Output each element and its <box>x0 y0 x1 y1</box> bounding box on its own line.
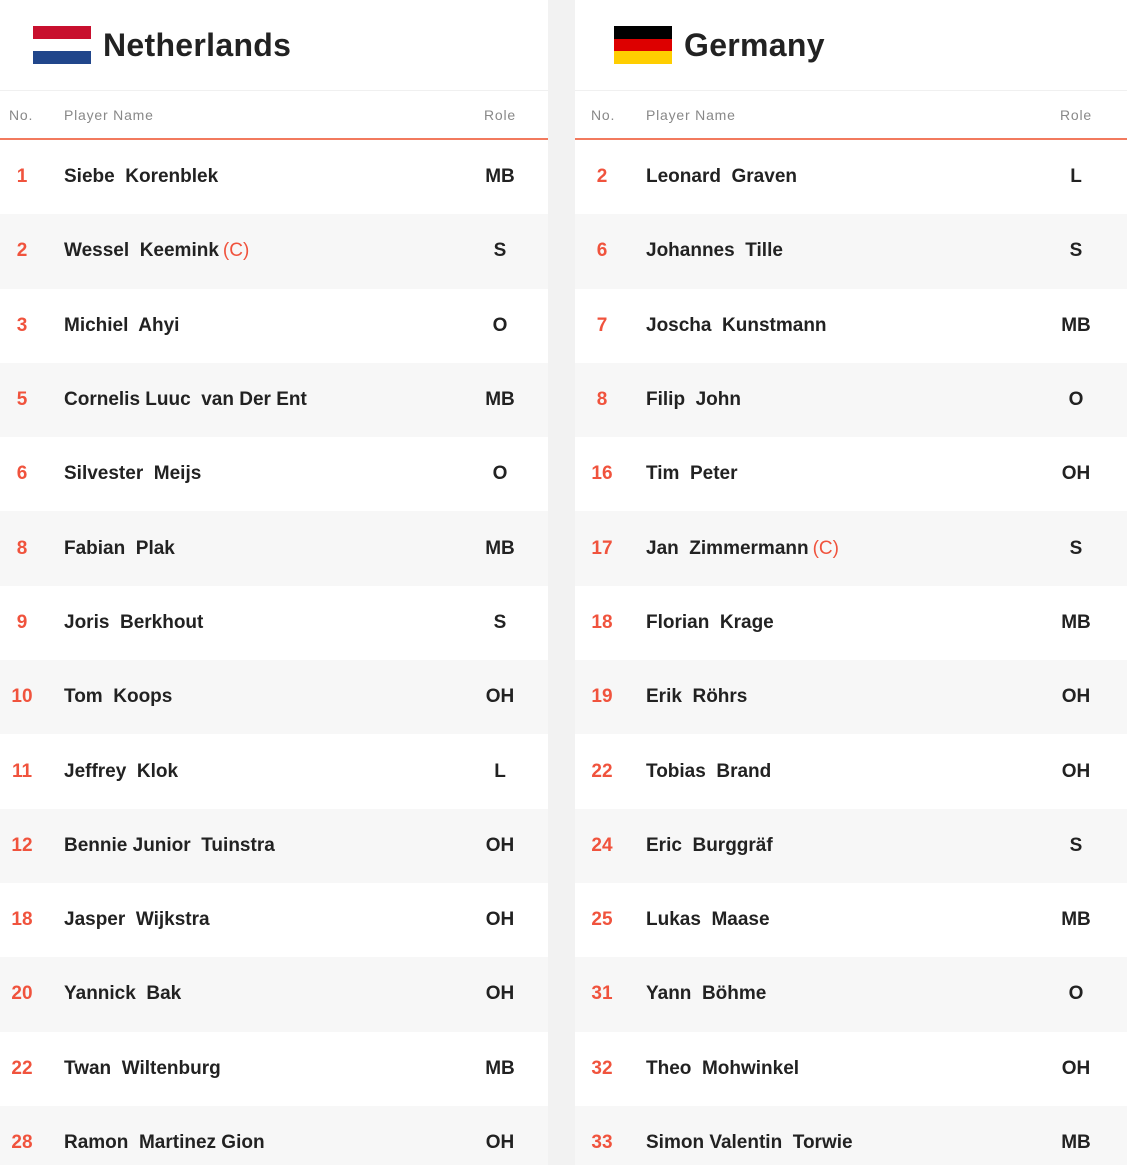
player-number: 5 <box>16 389 28 411</box>
player-name-text: Simon Valentin Torwie <box>646 1132 853 1153</box>
player-role: S <box>493 611 507 633</box>
player-name-text: Jasper Wijkstra <box>64 909 210 931</box>
player-number: 12 <box>11 834 33 856</box>
player-name <box>646 1132 853 1154</box>
player-number: 8 <box>16 537 28 559</box>
player-name <box>646 389 741 411</box>
player-name <box>64 538 175 560</box>
player-name-text: Twan Wiltenburg <box>64 1057 221 1079</box>
player-name-text: Johannes Tille <box>646 240 783 262</box>
player-name-text: Florian Krage <box>646 611 774 633</box>
player-role: O <box>1068 983 1084 1005</box>
table-row[interactable] <box>575 957 1127 1031</box>
team-header <box>575 0 1127 91</box>
table-row[interactable] <box>0 809 548 883</box>
player-list <box>0 140 548 1165</box>
player-number: 32 <box>591 1057 613 1079</box>
captain-badge: (C) <box>222 240 250 262</box>
player-number: 20 <box>11 983 33 1005</box>
player-role: MB <box>1061 314 1091 336</box>
player-role: S <box>493 240 507 262</box>
column-no: No. <box>591 106 616 123</box>
table-row[interactable] <box>575 809 1127 883</box>
player-name-text: Tobias Brand <box>646 760 772 782</box>
player-name <box>64 686 172 708</box>
player-name-text: Fabian Plak <box>64 537 175 559</box>
player-role: O <box>492 463 508 485</box>
player-name-text: Bennie Junior Tuinstra <box>64 834 275 856</box>
player-name-text: Tim Peter <box>646 463 738 485</box>
table-row[interactable] <box>0 957 548 1031</box>
table-row[interactable] <box>0 437 548 511</box>
team-panel-germany <box>575 0 1127 1165</box>
table-row[interactable] <box>0 734 548 808</box>
player-name <box>646 166 797 188</box>
player-name-text: Yann Böhme <box>646 983 767 1005</box>
player-role: OH <box>485 834 515 856</box>
table-row[interactable] <box>0 1106 548 1165</box>
player-name-text: Filip John <box>646 389 741 411</box>
player-name <box>64 166 218 188</box>
table-row[interactable] <box>0 660 548 734</box>
column-role: Role <box>484 106 516 123</box>
player-name <box>64 315 179 337</box>
player-name <box>646 761 771 783</box>
player-role: MB <box>485 537 515 559</box>
player-name-text: Wessel Keemink <box>64 240 219 262</box>
player-name-text: Ramon Martinez Gion <box>64 1132 265 1153</box>
player-role: OH <box>1061 463 1091 485</box>
table-row[interactable] <box>575 511 1127 585</box>
table-row[interactable] <box>575 140 1127 214</box>
table-row[interactable] <box>575 437 1127 511</box>
player-name <box>64 240 249 262</box>
player-role: MB <box>1061 909 1091 931</box>
player-name-text: Eric Burggräf <box>646 834 773 856</box>
player-number: 8 <box>596 389 608 411</box>
player-number: 1 <box>16 166 28 188</box>
player-number: 11 <box>11 760 33 782</box>
column-role: Role <box>1060 106 1092 123</box>
team-name: Netherlands <box>103 26 292 63</box>
player-name-text: Yannick Bak <box>64 983 182 1005</box>
table-row[interactable] <box>0 363 548 437</box>
player-name <box>646 463 738 485</box>
player-number: 22 <box>591 760 613 782</box>
player-name <box>646 1058 799 1080</box>
table-row[interactable] <box>575 734 1127 808</box>
player-role: L <box>1070 166 1082 188</box>
player-name <box>646 686 747 708</box>
player-number: 25 <box>591 909 613 931</box>
player-role: MB <box>485 166 515 188</box>
player-number: 17 <box>591 537 613 559</box>
player-number: 2 <box>16 240 28 262</box>
player-name <box>646 983 766 1005</box>
player-name <box>64 463 201 485</box>
column-no: No. <box>9 106 34 123</box>
player-name-text: Leonard Graven <box>646 166 797 188</box>
player-list <box>575 140 1127 1165</box>
player-role: O <box>492 314 508 336</box>
player-name <box>64 909 210 931</box>
player-name-text: Cornelis Luuc van Der Ent <box>64 389 307 411</box>
table-row[interactable] <box>0 289 548 363</box>
player-number: 10 <box>11 686 33 708</box>
player-role: S <box>1069 537 1083 559</box>
player-name <box>64 835 275 857</box>
team-header <box>0 0 548 91</box>
player-role: OH <box>1061 1057 1091 1079</box>
player-number: 18 <box>11 909 33 931</box>
player-name-text: Erik Röhrs <box>646 686 748 708</box>
player-name <box>64 761 178 783</box>
player-name <box>64 612 203 634</box>
captain-badge: (C) <box>812 537 839 559</box>
table-row[interactable] <box>0 586 548 660</box>
player-name-text: Lukas Maase <box>646 909 770 931</box>
player-name-text: Joris Berkhout <box>64 611 204 633</box>
player-role: O <box>1068 389 1084 411</box>
player-name-text: Theo Mohwinkel <box>646 1057 800 1079</box>
table-row[interactable] <box>0 511 548 585</box>
table-row[interactable] <box>575 1032 1127 1106</box>
table-header <box>0 91 548 140</box>
table-row[interactable] <box>0 883 548 957</box>
player-role: S <box>1069 834 1083 856</box>
player-name <box>646 612 774 634</box>
team-name: Germany <box>684 26 825 63</box>
player-number: 24 <box>591 834 613 856</box>
table-row[interactable] <box>575 1106 1127 1165</box>
player-number: 6 <box>16 463 28 485</box>
table-row[interactable] <box>575 660 1127 734</box>
player-name <box>646 240 783 262</box>
column-player-name: Player Name <box>64 106 154 123</box>
player-name-text: Jan Zimmermann <box>646 537 809 559</box>
table-header <box>575 91 1127 140</box>
player-role: MB <box>485 389 515 411</box>
column-player-name: Player Name <box>646 106 736 123</box>
player-number: 2 <box>596 166 608 188</box>
player-number: 7 <box>596 314 608 336</box>
player-role: MB <box>1061 1132 1091 1153</box>
player-role: OH <box>485 983 515 1005</box>
table-row[interactable] <box>575 883 1127 957</box>
player-name-text: Jeffrey Klok <box>64 760 179 782</box>
player-role: OH <box>1061 760 1091 782</box>
table-row[interactable] <box>575 214 1127 288</box>
player-name <box>646 835 773 857</box>
player-role: S <box>1069 240 1083 262</box>
player-name <box>64 389 307 411</box>
player-number: 6 <box>596 240 608 262</box>
player-role: MB <box>1061 611 1091 633</box>
player-name-text: Silvester Meijs <box>64 463 202 485</box>
player-number: 33 <box>591 1132 613 1153</box>
table-row[interactable] <box>575 586 1127 660</box>
player-name-text: Michiel Ahyi <box>64 314 180 336</box>
player-number: 18 <box>591 611 613 633</box>
player-name-text: Tom Koops <box>64 686 173 708</box>
table-row[interactable] <box>0 214 548 288</box>
player-name <box>646 538 839 560</box>
team-panel-netherlands <box>0 0 548 1165</box>
player-number: 22 <box>11 1057 33 1079</box>
player-number: 19 <box>591 686 613 708</box>
player-role: L <box>494 760 506 782</box>
player-role: OH <box>485 1132 515 1153</box>
player-number: 28 <box>11 1132 33 1153</box>
player-role: OH <box>485 909 515 931</box>
player-number: 16 <box>591 463 613 485</box>
table-row[interactable] <box>0 1032 548 1106</box>
table-row[interactable] <box>575 289 1127 363</box>
player-name <box>646 315 827 337</box>
player-name <box>64 1132 265 1154</box>
player-name <box>646 909 770 931</box>
player-role: MB <box>485 1057 515 1079</box>
table-row[interactable] <box>0 140 548 214</box>
player-role: OH <box>485 686 515 708</box>
player-name <box>64 1058 221 1080</box>
player-name-text: Siebe Korenblek <box>64 166 219 188</box>
player-role: OH <box>1061 686 1091 708</box>
player-number: 3 <box>16 314 28 336</box>
table-row[interactable] <box>575 363 1127 437</box>
player-name <box>64 983 181 1005</box>
germany-flag-icon <box>614 26 672 64</box>
netherlands-flag-icon <box>33 26 91 64</box>
player-name-text: Joscha Kunstmann <box>646 314 827 336</box>
player-number: 9 <box>16 611 28 633</box>
player-number: 31 <box>591 983 613 1005</box>
